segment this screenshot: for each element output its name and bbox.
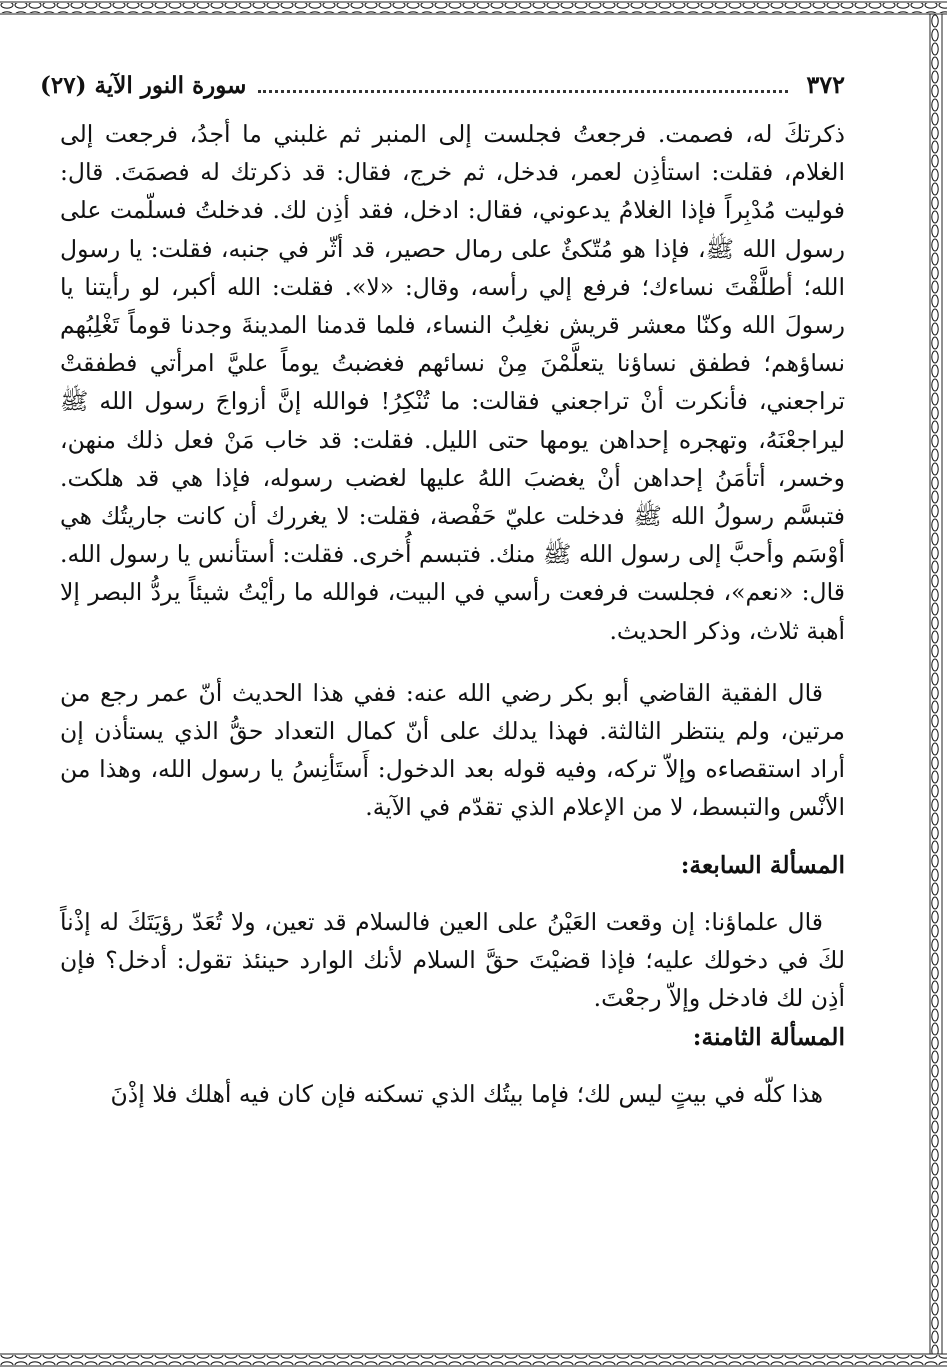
spacer — [60, 650, 845, 674]
book-page — [40, 55, 845, 1113]
page-number: ٣٧٢ — [806, 70, 845, 99]
leader-dots — [258, 90, 788, 93]
paragraph-eighth-issue: هذا كلّه في بيتٍ ليس لك؛ فإما بيتُك الذي تسكنه فإن كان فيه أهلك فلا إذْنَ — [110, 1080, 823, 1109]
spacer — [60, 885, 845, 903]
paragraph-commentary: قال الفقية القاضي أبو بكر رضي الله عنه: ففي هذا الحديث أنّ عمر رجع من مرتين، ولم ينتظر الثالثة. فهذا يدلك على أنّ كمال التعداد حقُّ الذي يستأذن إن أراد استقصاءه وإلاّ تركه، وفيه قوله بعد الدخول: أَستَأنِسُ يا رسول الله، وهذا من الأنْس والتبسط، لا من الإعلام الذي تقدّم في الآية. — [60, 678, 845, 822]
paragraph-seventh-issue: قال علماؤنا: إن وقعت العَيْنُ على العين فالسلام قد تعين، ولا تُعَدّ رؤيَتَكَ له إذْناً لكَ في دخولك عليه؛ فإذا قضيْتَ حقَّ السلام لأنك الوارد حينئذ تقول: أدخل؟ فإن أذِن لك فادخل وإلاّ رجعْتَ. — [60, 907, 845, 1013]
paragraph-hadith: ذكرتكَ له، فصمت. فرجعتُ فجلست إلى المنبر ثم غلبني ما أجدُ، فرجعت إلى الغلام، فقلت: استأذِن لعمر، فدخل، ثم خرج، فقال: قد ذكرتك له فصمَتَ. قال: فوليت مُدْبِراً فإذا الغلامُ يدعوني، فقال: ادخل، فقد أذِن لك. فدخلتُ فسلّمت على رسول الله ﷺ، فإذا هو مُتّكئٌ على رمال حصير، قد أثّر في جنبه، فقلت: يا رسول الله؛ أطلَّقْتَ نساءك؛ فرفع إلي رأسه، وقال: «لا». فقلت: الله أكبر، لو رأيتنا يا رسولَ الله وكنّا معشر قريش نغلِبُ النساء، فلما قدمنا المدينةَ وجدنا قوماً تَغْلِبُهم نساؤهم؛ فطفق نساؤنا يتعلَّمْنَ مِنْ نسائهم فغضبتُ يوماً عليَّ امرأتي فطفقتْ تراجعني، فأنكرت أنْ تراجعني فقالت: ما تُنْكِرُ! فوالله إنَّ أزواجَ رسول الله ﷺ ليراجعْنَهُ، وتهجره إحداهن يومها حتى الليل. فقلت: قد خاب مَنْ فعل ذلك منهن، وخسر، أتأمَنُ إحداهن أنْ يغضبَ اللهُ عليها لغضب رسوله، فإذا هي قد هلكت. فتبسَّم رسولُ الله ﷺ فدخلت عليّ حَفْصة، فقلت: لا يغررك أن كانت جاريتُك هي أوْسَم وأحبَّ إلى رسول الله ﷺ منك. فتبسم أُخرى. فقلت: أستأنس يا رسول الله. قال: «نعم»، فجلست فرفعت رأسي في البيت، فوالله ما رأيْتُ شيئاً يردُّ البصر إلا أهبة ثلاث، وذكر الحديث. — [59, 120, 845, 645]
spacer — [60, 827, 845, 845]
spacer — [60, 1057, 845, 1075]
surah-title: سورة النور الآية (٢٧) — [40, 72, 247, 99]
section-heading-eighth: المسألة الثامنة: — [692, 1023, 845, 1052]
section-heading-seventh: المسألة السابعة: — [680, 850, 845, 879]
running-head — [40, 55, 845, 115]
